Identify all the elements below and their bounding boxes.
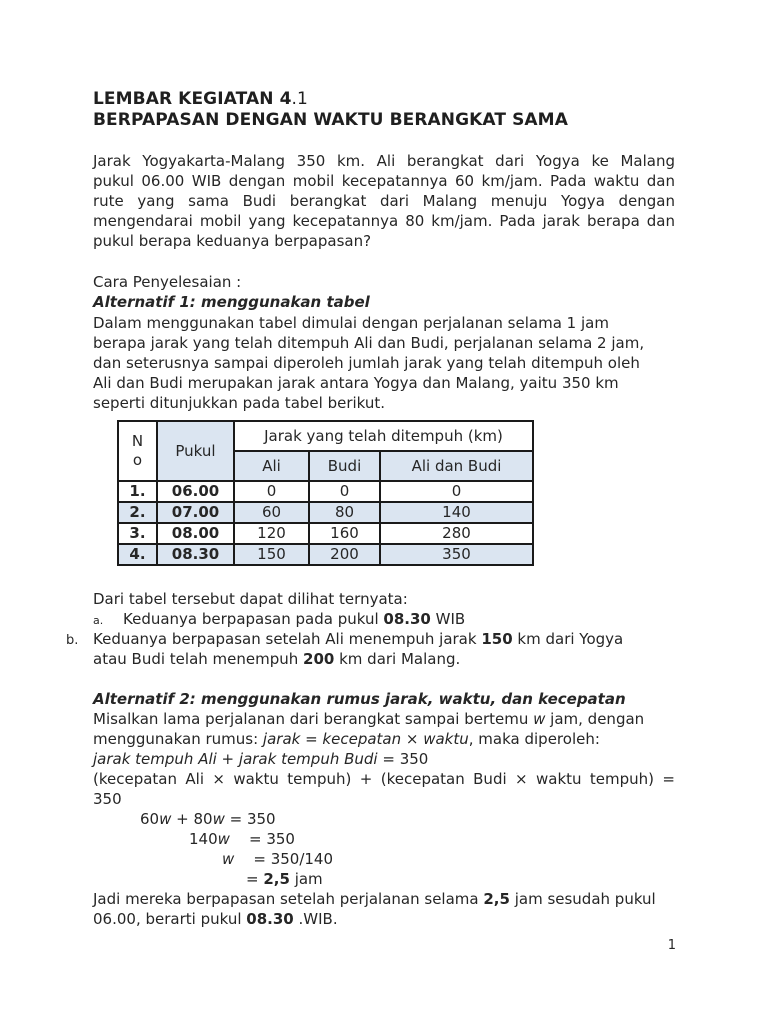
findings-intro: Dari tabel tersebut dapat dilihat ternyata: (93, 590, 408, 608)
header-budi: Budi (309, 451, 380, 481)
cell-ali: 120 (234, 523, 309, 544)
cell-pukul: 08.00 (157, 523, 234, 544)
cell-ali: 150 (234, 544, 309, 565)
table-row (118, 523, 533, 544)
alt2-line: jarak tempuh Ali + jarak tempuh Budi = 350 (93, 750, 429, 768)
alt1-line: Ali dan Budi merupakan jarak antara Yogya dan Malang, yaitu 350 km (93, 374, 619, 392)
problem-line: mengendarai mobil yang kecepatannya 80 km/jam. Pada jarak berapa dan (93, 212, 675, 230)
table-row (118, 544, 533, 565)
equation-3: w = 350/140 (222, 850, 334, 868)
finding-b-cont: atau Budi telah menempuh 200 km dari Malang. (93, 650, 461, 668)
finding-a-marker: a. (93, 614, 104, 627)
cell-total: 140 (380, 502, 533, 523)
cell-no: 3. (118, 523, 157, 544)
alt2-line: 350 (93, 790, 122, 808)
cell-budi: 160 (309, 523, 380, 544)
cell-budi: 80 (309, 502, 380, 523)
header-ali-dan-budi: Ali dan Budi (380, 451, 533, 481)
header-jarak: Jarak yang telah ditempuh (km) (234, 421, 533, 451)
conclusion-line: 06.00, berarti pukul 08.30 .WIB. (93, 910, 338, 928)
finding-a: a. Keduanya berpapasan pada pukul 08.30 WIB (93, 610, 466, 628)
alt1-line: dan seterusnya sampai diperoleh jumlah jarak yang telah ditempuh oleh (93, 354, 640, 372)
alt1-line: Dalam menggunakan tabel dimulai dengan perjalanan selama 1 jam (93, 314, 609, 332)
problem-line: pukul 06.00 WIB dengan mobil kecepatannya 60 km/jam. Pada waktu dan (93, 172, 675, 190)
table-row (118, 481, 533, 502)
cell-total: 0 (380, 481, 533, 502)
equation-2: 140w = 350 (189, 830, 295, 848)
alt1-line: seperti ditunjukkan pada tabel berikut. (93, 394, 386, 412)
conclusion-line: Jadi mereka berpapasan setelah perjalanan selama 2,5 jam sesudah pukul (93, 890, 656, 908)
equation-4: = 2,5 jam (246, 870, 323, 888)
cell-total: 280 (380, 523, 533, 544)
problem-line: Jarak Yogyakarta-Malang 350 km. Ali berangkat dari Yogya ke Malang (93, 152, 675, 170)
problem-line: rute yang sama Budi berangkat dari Malang menuju Yogya dengan (93, 192, 675, 210)
problem-line: pukul berapa keduanya berpapasan? (93, 232, 372, 250)
cell-pukul: 08.30 (157, 544, 234, 565)
alt2-heading: Alternatif 2: menggunakan rumus jarak, waktu, dan kecepatan (93, 690, 626, 708)
heading-line-2: BERPAPASAN DENGAN WAKTU BERANGKAT SAMA (93, 110, 568, 130)
cara-label: Cara Penyelesaian : (93, 273, 242, 291)
header-pukul: Pukul (157, 421, 234, 481)
distance-table (117, 420, 534, 566)
page-number: 1 (667, 938, 676, 953)
cell-pukul: 07.00 (157, 502, 234, 523)
alt2-line: menggunakan rumus: jarak = kecepatan × waktu, maka diperoleh: (93, 730, 600, 748)
cell-budi: 200 (309, 544, 380, 565)
cell-ali: 0 (234, 481, 309, 502)
cell-no: 1. (118, 481, 157, 502)
finding-b: b. Keduanya berpapasan setelah Ali menempuh jarak 150 km dari Yogya (66, 630, 624, 648)
equation-1: 60w + 80w = 350 (140, 810, 276, 828)
cell-total: 350 (380, 544, 533, 565)
table-row (118, 502, 533, 523)
cell-no: 4. (118, 544, 157, 565)
alt2-line: Misalkan lama perjalanan dari berangkat sampai bertemu w jam, dengan (93, 710, 645, 728)
alt1-heading: Alternatif 1: menggunakan tabel (93, 293, 370, 311)
cell-no: 2. (118, 502, 157, 523)
heading-line-1: LEMBAR KEGIATAN 4.1 (93, 89, 308, 109)
cell-budi: 0 (309, 481, 380, 502)
header-no: N o (118, 421, 157, 481)
alt1-line: berapa jarak yang telah ditempuh Ali dan Budi, perjalanan selama 2 jam, (93, 334, 645, 352)
finding-b-marker: b. (66, 633, 79, 648)
alt2-line: (kecepatan Ali × waktu tempuh) + (kecepatan Budi × waktu tempuh) = (93, 770, 675, 788)
cell-pukul: 06.00 (157, 481, 234, 502)
cell-ali: 60 (234, 502, 309, 523)
header-ali: Ali (234, 451, 309, 481)
